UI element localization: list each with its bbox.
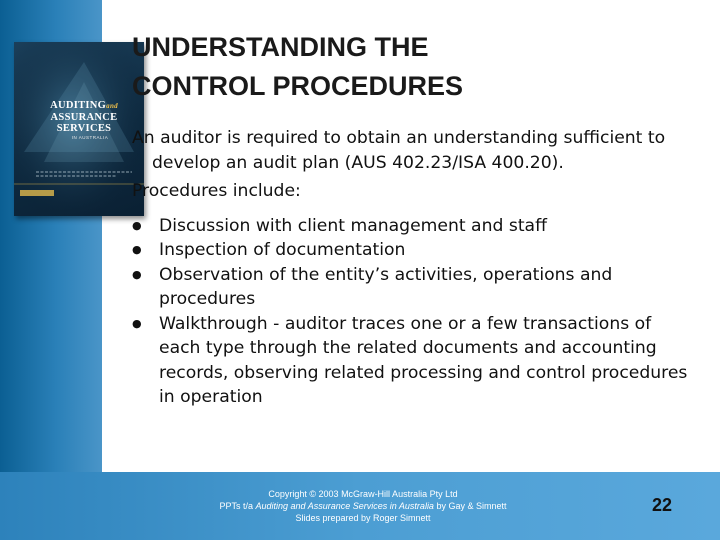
procedures-heading: Procedures include: [132, 181, 301, 201]
book-cover-fineprint-lines [36, 170, 132, 178]
book-title-line1: AUDITING [50, 100, 107, 111]
bullet-icon: ● [132, 243, 142, 256]
list-item [132, 214, 692, 239]
bullet-icon: ● [132, 316, 142, 330]
intro-paragraph: An auditor is required to obtain an understanding sufficient to develop an audit plan (AUS 402.23/ISA 400.20). [132, 128, 666, 173]
slide-title-line1: UNDERSTANDING THE [132, 32, 429, 62]
list-item-text: Inspection of documentation [159, 240, 406, 260]
book-title-amp: and [106, 102, 118, 110]
slide-title-line2: CONTROL PROCEDURES [132, 71, 464, 101]
list-item-text: Discussion with client management and staff [159, 215, 547, 236]
copyright-line: Copyright © 2003 McGraw-Hill Australia Pty Ltd [268, 489, 458, 499]
list-item-text: Walkthrough - auditor traces one or a few transactions of each type through the related documents and accounting records, observing related processing and control procedures in operation [159, 313, 688, 407]
bullet-icon: ● [132, 267, 142, 281]
ppts-prefix: PPTs t/a [219, 501, 256, 511]
book-title-italic: Auditing and Assurance Services in Australia [255, 501, 434, 511]
book-title-line3: SERVICES [56, 123, 112, 134]
book-cover-subtitle: IN AUSTRALIA [71, 135, 109, 140]
bullet-icon: ● [132, 218, 142, 232]
ppts-line [168, 500, 558, 512]
list-item-text: Observation of the entity’s activities, operations and procedures [159, 264, 613, 309]
slide-title [132, 28, 692, 106]
list-item [132, 263, 692, 312]
procedures-list [132, 214, 692, 410]
footer-credits [168, 488, 558, 524]
prepared-by-line: Slides prepared by Roger Simnett [295, 513, 431, 523]
list-item [132, 238, 692, 263]
book-title-line2: ASSURANCE [50, 112, 118, 123]
book-cover-title [34, 100, 134, 134]
ppts-suffix: by Gay & Simnett [433, 501, 507, 511]
page-number: 22 [651, 495, 673, 515]
slide-body [132, 126, 692, 410]
book-cover-image [14, 42, 144, 216]
list-item [132, 312, 692, 410]
